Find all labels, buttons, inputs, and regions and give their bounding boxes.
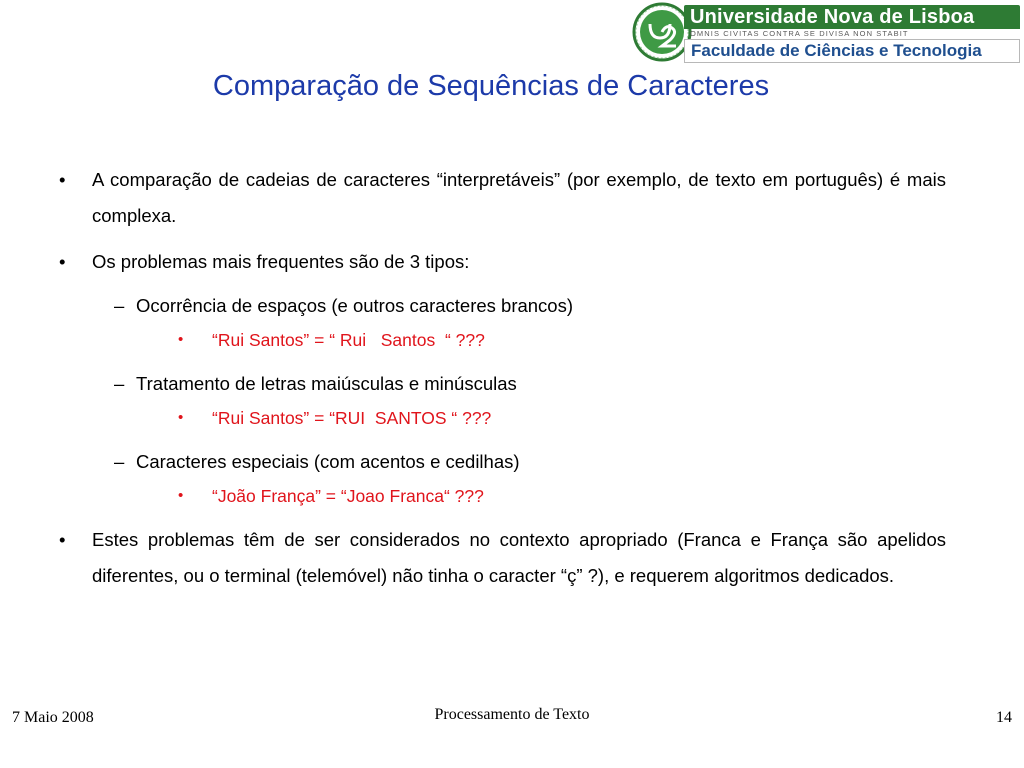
bullet-text: A comparação de cadeias de caracteres “interpretáveis” (por exemplo, de texto em português) é mais complexa.	[92, 169, 946, 226]
sub-bullet-text: Tratamento de letras maiúsculas e minúsculas	[136, 373, 517, 394]
slide-title	[0, 70, 1024, 103]
dash-icon: –	[114, 451, 125, 472]
example-item	[58, 478, 946, 514]
dash-icon: –	[114, 295, 125, 316]
example-item	[58, 400, 946, 436]
bullet-text: Os problemas mais frequentes são de 3 tipos:	[92, 251, 470, 272]
example-text: “Rui Santos” = “RUI SANTOS “ ???	[212, 408, 492, 428]
bullet-text: Estes problemas têm de ser considerados no contexto apropriado (Franca e França são apelidos diferentes, ou o terminal (telemóvel) não tinha o caracter “ç” ?), e requerem algoritmos dedicados.	[92, 529, 946, 586]
bullet-icon: •	[178, 409, 184, 426]
logo-university-name: Universidade Nova de Lisboa	[690, 6, 975, 28]
bullet-icon: •	[178, 487, 184, 504]
example-text: “Rui Santos” = “ Rui Santos “ ???	[212, 330, 485, 350]
bullet-icon: •	[59, 529, 66, 550]
footer-course: Processamento de Texto	[434, 706, 590, 723]
bullet-icon: •	[59, 251, 66, 272]
logo-wordmark	[684, 2, 1020, 64]
bullet-item	[58, 162, 946, 234]
slide-content	[58, 162, 946, 594]
dash-icon: –	[114, 373, 125, 394]
bullet-icon: •	[178, 331, 184, 348]
logo-motto: OMNIS CIVITAS CONTRA SE DIVISA NON STABIT	[690, 29, 909, 38]
bullet-item	[58, 244, 946, 280]
slide-title-text: Comparação de Sequências de Caracteres	[212, 70, 770, 102]
bullet-icon: •	[59, 169, 66, 190]
sub-bullet-item	[58, 366, 946, 402]
logo-faculty-name: Faculdade de Ciências e Tecnologia	[691, 41, 982, 60]
sub-bullet-text: Ocorrência de espaços (e outros caracteres brancos)	[136, 295, 574, 316]
unl-emblem-icon	[632, 2, 692, 62]
footer-date: 7 Maio 2008	[12, 709, 94, 726]
sub-bullet-text: Caracteres especiais (com acentos e cedilhas)	[136, 451, 520, 472]
bullet-item	[58, 522, 946, 594]
sub-bullet-item	[58, 288, 946, 324]
university-logo	[632, 2, 1020, 64]
example-text: “João França” = “Joao Franca“ ???	[212, 486, 484, 506]
logo-university-bar	[684, 5, 1020, 29]
sub-bullet-item	[58, 444, 946, 480]
example-item	[58, 322, 946, 358]
footer-page-number: 14	[996, 709, 1012, 726]
logo-faculty-bar	[684, 39, 1020, 63]
